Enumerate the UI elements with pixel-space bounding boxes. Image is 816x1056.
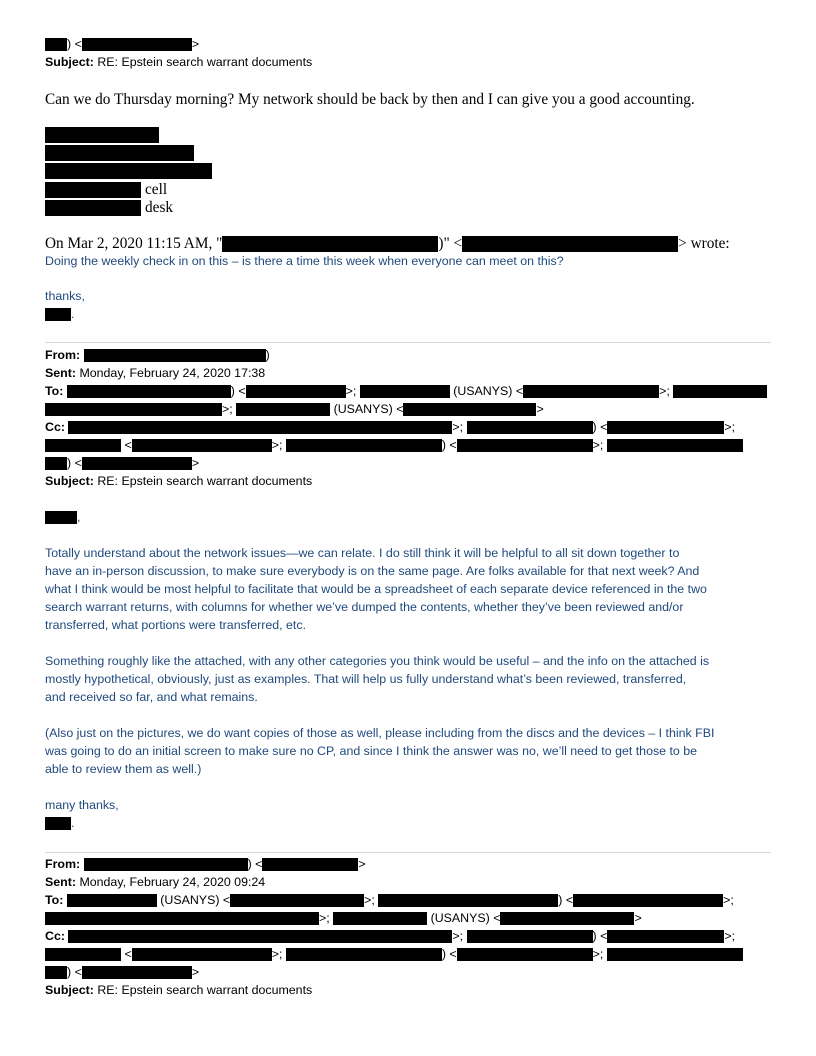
header-cc-continued: < >; ) < >; bbox=[45, 948, 743, 961]
header-to-continuation: ) < > bbox=[45, 38, 199, 51]
body-line: was going to do an initial screen to make sure no CP, and since I think the answer was no, we’ll need to get those to be bbox=[45, 744, 698, 758]
redaction bbox=[45, 817, 71, 830]
header-sent: Sent: Monday, February 24, 2020 09:24 bbox=[45, 875, 266, 889]
redaction bbox=[45, 511, 77, 524]
redaction bbox=[45, 457, 67, 470]
redaction bbox=[457, 948, 593, 961]
redaction bbox=[132, 948, 272, 961]
redaction bbox=[45, 182, 141, 198]
redaction bbox=[246, 385, 346, 398]
redaction bbox=[333, 912, 427, 925]
redaction bbox=[68, 930, 452, 943]
redaction bbox=[82, 966, 192, 979]
redaction bbox=[523, 385, 659, 398]
header-cc-continued: ) < > bbox=[45, 457, 199, 470]
redaction bbox=[45, 912, 319, 925]
header-cc-continued: ) < > bbox=[45, 966, 199, 979]
redaction bbox=[84, 349, 266, 362]
quoted-closing: thanks, bbox=[45, 289, 85, 303]
header-subject: Subject: RE: Epstein search warrant documents bbox=[45, 474, 313, 488]
redaction bbox=[360, 385, 450, 398]
redaction bbox=[82, 38, 192, 51]
salutation: , bbox=[45, 511, 80, 524]
redaction bbox=[45, 439, 121, 452]
header-sent: Sent: Monday, February 24, 2020 17:38 bbox=[45, 366, 266, 380]
header-cc-continued: < >; ) < >; bbox=[45, 439, 743, 452]
redaction bbox=[286, 948, 442, 961]
redaction bbox=[673, 385, 767, 398]
redaction bbox=[68, 421, 452, 434]
redaction bbox=[378, 894, 558, 907]
redaction bbox=[45, 127, 159, 143]
header-cc: Cc: >; ) < >; bbox=[45, 929, 736, 943]
redaction bbox=[262, 858, 358, 871]
redaction bbox=[607, 439, 743, 452]
redaction bbox=[45, 38, 67, 51]
redaction bbox=[45, 145, 194, 161]
body-line: transferred, what portions were transferred, etc. bbox=[45, 618, 307, 632]
header-to: To: (USANYS) < >; ) < >; bbox=[45, 893, 734, 907]
redaction bbox=[403, 403, 536, 416]
closing: many thanks, bbox=[45, 798, 119, 812]
redaction bbox=[82, 457, 192, 470]
redaction bbox=[500, 912, 634, 925]
redaction bbox=[45, 403, 222, 416]
body-line: mostly hypothetical, obviously, just as examples. That will help us fully understand what’s been reviewed, transferred, bbox=[45, 672, 687, 686]
reply-body: Can we do Thursday morning? My network should be back by then and I can give you a good accounting. bbox=[45, 91, 695, 108]
quoted-signature: . bbox=[45, 308, 74, 321]
header-from: From: ) < > bbox=[45, 857, 366, 871]
redaction bbox=[45, 966, 67, 979]
quoted-body: Doing the weekly check in on this – is there a time this week when everyone can meet on this? bbox=[45, 254, 564, 268]
body-line: able to review them as well.) bbox=[45, 762, 202, 776]
redaction bbox=[84, 858, 248, 871]
redaction bbox=[132, 439, 272, 452]
separator bbox=[45, 852, 771, 853]
body-line: what I think would be most helpful to facilitate that would be a spreadsheet of each separate device referenced in the two bbox=[45, 582, 707, 596]
redaction bbox=[457, 439, 593, 452]
redaction bbox=[45, 163, 212, 179]
signature: . bbox=[45, 817, 74, 830]
body-line: Something roughly like the attached, with any other categories you think would be useful – and the info on the attached is bbox=[45, 654, 710, 668]
body-line: and received so far, and what remains. bbox=[45, 690, 258, 704]
body-line: have an in-person discussion, to make sure everybody is on the same page. Are folks available for that next week? And bbox=[45, 564, 700, 578]
redaction bbox=[467, 421, 593, 434]
header-to-continued: >; (USANYS) < > bbox=[45, 403, 544, 416]
separator bbox=[45, 342, 771, 343]
header-cc: Cc: >; ) < >; bbox=[45, 420, 736, 434]
redaction bbox=[607, 421, 724, 434]
redaction bbox=[67, 894, 157, 907]
header-subject: Subject: RE: Epstein search warrant documents bbox=[45, 55, 313, 69]
body-line: search warrant returns, with columns for whether we’ve dumped the contents, whether they’ve been reviewed and/or bbox=[45, 600, 684, 614]
redaction bbox=[67, 385, 231, 398]
header-subject: Subject: RE: Epstein search warrant documents bbox=[45, 983, 313, 997]
signature-cell-label: cell bbox=[145, 181, 168, 198]
redaction bbox=[286, 439, 442, 452]
header-to-continued: >; (USANYS) < > bbox=[45, 912, 642, 925]
redaction bbox=[607, 948, 743, 961]
redaction bbox=[45, 308, 71, 321]
body-line: Totally understand about the network issues—we can relate. I do still think it will be helpful to all sit down together to bbox=[45, 546, 680, 560]
redaction bbox=[45, 200, 141, 216]
redaction bbox=[467, 930, 593, 943]
header-from: From: ) bbox=[45, 348, 270, 362]
quote-attribution: On Mar 2, 2020 11:15 AM, " )" < > wrote: bbox=[45, 235, 730, 252]
redaction bbox=[222, 236, 438, 252]
redaction bbox=[230, 894, 364, 907]
header-to: To: ) < >; (USANYS) < >; bbox=[45, 385, 767, 398]
redaction bbox=[573, 894, 723, 907]
redaction bbox=[236, 403, 330, 416]
redaction bbox=[462, 236, 678, 252]
signature-desk-label: desk bbox=[145, 199, 174, 216]
body-line: (Also just on the pictures, we do want copies of those as well, please including from the discs and the devices – I think FBI bbox=[45, 726, 715, 740]
redaction bbox=[45, 948, 121, 961]
redaction bbox=[607, 930, 724, 943]
